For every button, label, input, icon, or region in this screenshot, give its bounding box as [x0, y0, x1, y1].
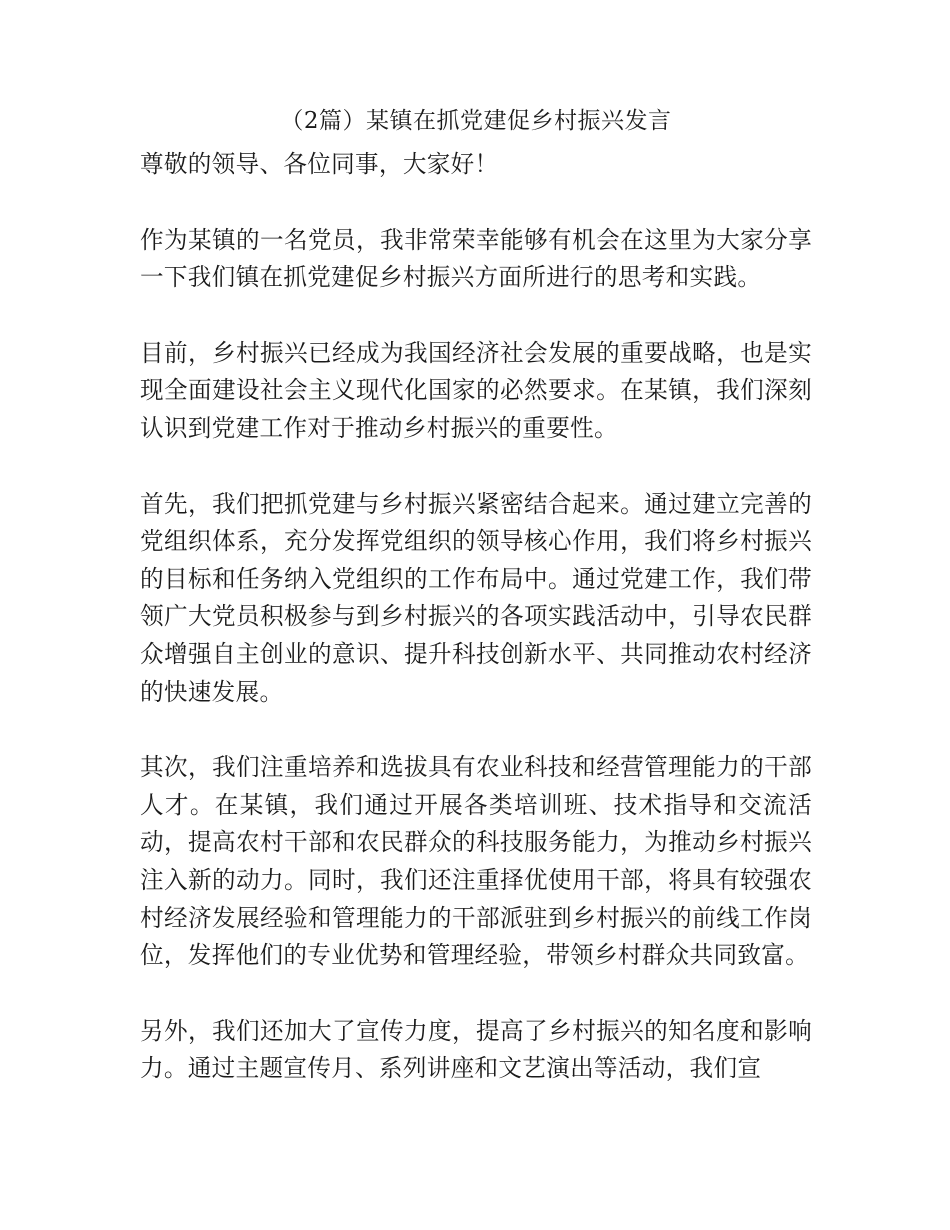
- paragraph-background: 目前，乡村振兴已经成为我国经济社会发展的重要战略，也是实现全面建设社会主义现代化国家的必然要求。在某镇，我们深刻认识到党建工作对于推动乡村振兴的重要性。: [140, 338, 812, 442]
- paragraph-first: 首先，我们把抓党建与乡村振兴紧密结合起来。通过建立完善的党组织体系，充分发挥党组织的领导核心作用，我们将乡村振兴的目标和任务纳入党组织的工作布局中。通过党建工作，我们带领广大党员积极参与到乡村振兴的各项实践活动中，引导农民群众增强自主创业的意识、提升科技创新水平、共同推动农村经济的快速发展。: [140, 489, 812, 706]
- paragraph-intro: 作为某镇的一名党员，我非常荣幸能够有机会在这里为大家分享一下我们镇在抓党建促乡村振兴方面所进行的思考和实践。: [140, 225, 812, 292]
- document-page: [140, 102, 812, 1126]
- document-title: （2篇）某镇在抓党建促乡村振兴发言: [280, 108, 672, 134]
- paragraph-third: 另外，我们还加大了宣传力度，提高了乡村振兴的知名度和影响力。通过主题宣传月、系列讲座和文艺演出等活动，我们宣: [140, 1016, 812, 1083]
- paragraph-greeting: 尊敬的领导、各位同事，大家好！: [140, 150, 499, 178]
- paragraph-second: 其次，我们注重培养和选拔具有农业科技和经营管理能力的干部人才。在某镇，我们通过开展各类培训班、技术指导和交流活动，提高农村干部和农民群众的科技服务能力，为推动乡村振兴注入新的动力。同时，我们还注重择优使用干部，将具有较强农村经济发展经验和管理能力的干部派驻到乡村振兴的前线工作岗位，发挥他们的专业优势和管理经验，带领乡村群众共同致富。: [140, 753, 812, 970]
